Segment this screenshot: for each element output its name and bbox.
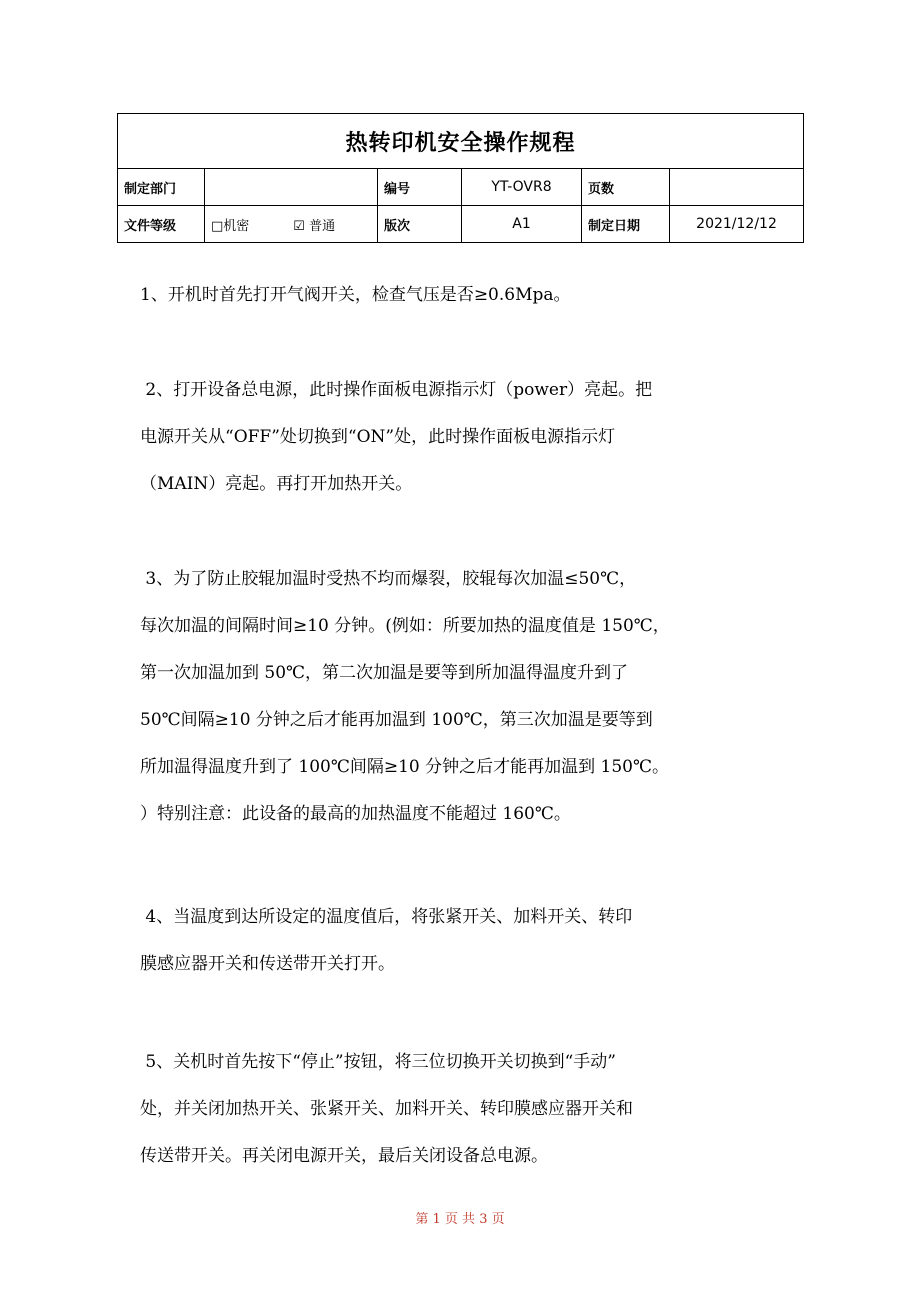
paragraph-line: 第一次加温加到 50℃，第二次加温是要等到所加温得温度升到了 <box>140 663 629 683</box>
document-title: 热转印机安全操作规程 <box>118 114 804 169</box>
level-label: 文件等级 <box>118 206 205 243</box>
paragraph-line: 膜感应器开关和传送带开关打开。 <box>140 954 395 974</box>
paragraph-line: 每次加温的间隔时间≥10 分钟。(例如：所要加热的温度值是 150℃， <box>140 616 670 636</box>
page-number-footer: 第 1 页 共 3 页 <box>415 1212 505 1227</box>
document-header-table <box>117 113 804 243</box>
version-label: 版次 <box>378 206 462 243</box>
paragraph-line: ）特别注意：此设备的最高的加热温度不能超过 160℃。 <box>140 804 571 824</box>
version-value: A1 <box>462 206 582 243</box>
option-secret-checkbox[interactable]: □机密 <box>211 218 250 234</box>
paragraph-5 <box>140 1039 790 1180</box>
code-label: 编号 <box>378 169 462 206</box>
paragraph-line: 5、关机时首先按下“停止”按钮，将三位切换开关切换到“手动” <box>140 1052 616 1072</box>
paragraph-line: 所加温得温度升到了 100℃间隔≥10 分钟之后才能再加温到 150℃。 <box>140 757 670 777</box>
level-options <box>205 206 378 243</box>
option-normal-checkbox[interactable]: ☑ 普通 <box>293 218 336 234</box>
code-value: YT-OVR8 <box>462 169 582 206</box>
paragraph-line: 1、开机时首先打开气阀开关，检查气压是否≥0.6Mpa。 <box>140 285 571 305</box>
paragraph-line: 2、打开设备总电源，此时操作面板电源指示灯（power）亮起。把 <box>140 380 653 400</box>
pages-label: 页数 <box>582 169 670 206</box>
paragraph-line: 传送带开关。再关闭电源开关，最后关闭设备总电源。 <box>140 1146 548 1166</box>
paragraph-line: 3、为了防止胶辊加温时受热不均而爆裂，胶辊每次加温≤50℃， <box>140 569 637 589</box>
paragraph-line: 处，并关闭加热开关、张紧开关、加料开关、转印膜感应器开关和 <box>140 1099 633 1119</box>
date-label: 制定日期 <box>582 206 670 243</box>
dept-label: 制定部门 <box>118 169 205 206</box>
paragraph-line: 4、当温度到达所设定的温度值后，将张紧开关、加料开关、转印 <box>140 907 633 927</box>
paragraph-line: （MAIN）亮起。再打开加热开关。 <box>140 474 413 494</box>
paragraph-3 <box>140 556 790 838</box>
paragraph-1 <box>140 272 790 319</box>
paragraph-2 <box>140 367 790 508</box>
paragraph-4 <box>140 894 790 988</box>
date-value: 2021/12/12 <box>670 206 804 243</box>
paragraph-line: 50℃间隔≥10 分钟之后才能再加温到 100℃，第三次加温是要等到 <box>140 710 653 730</box>
pages-value <box>670 169 804 206</box>
paragraph-line: 电源开关从“OFF”处切换到“ON”处，此时操作面板电源指示灯 <box>140 427 616 447</box>
dept-value <box>205 169 378 206</box>
